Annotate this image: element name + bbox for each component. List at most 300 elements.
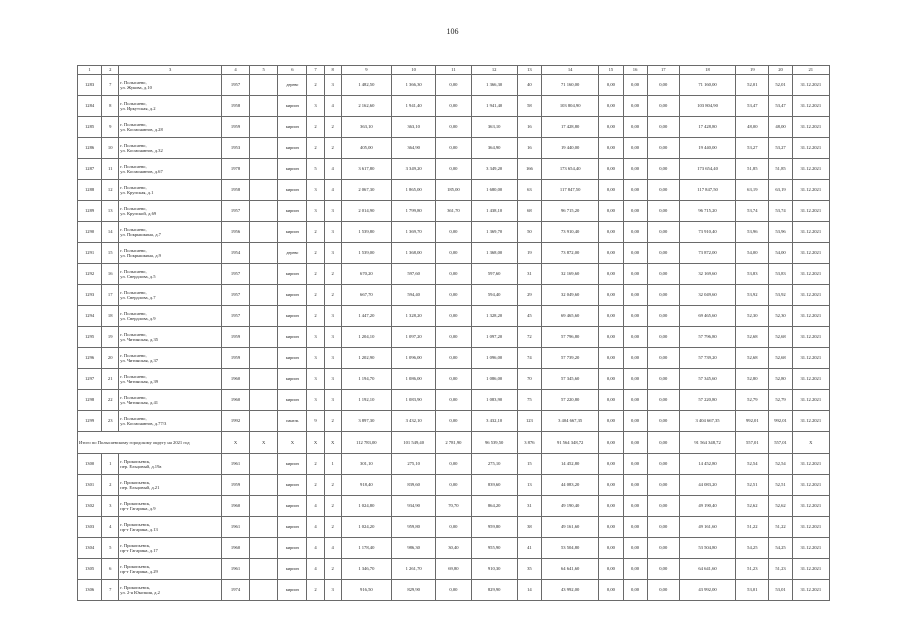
private-area: 0,00 xyxy=(436,117,471,138)
living-area: 839,60 xyxy=(392,475,436,496)
total-area: 1 194,70 xyxy=(341,369,391,390)
total-c16: 0,00 xyxy=(623,432,647,454)
build-year: 1958 xyxy=(221,96,249,117)
plan-date: 31.12.2021 xyxy=(792,159,829,180)
cost-per-sqm: 54,25 xyxy=(736,538,769,559)
floors: 4 xyxy=(307,538,324,559)
estimated-cost: 69 465,60 xyxy=(541,306,598,327)
cost-per-sqm: 52,54 xyxy=(736,454,769,475)
residents: 38 xyxy=(517,517,541,538)
entrances: 2 xyxy=(324,517,341,538)
item-number: 2 xyxy=(102,475,119,496)
cost-per-sqm: 992,01 xyxy=(736,411,769,432)
address-city: г. Полысаево, xyxy=(120,226,147,232)
total-c19: 557,01 xyxy=(736,432,769,454)
floors: 2 xyxy=(307,138,324,159)
entrances: 3 xyxy=(324,201,341,222)
total-a_mun: 96 539,50 xyxy=(471,432,517,454)
col5 xyxy=(250,222,278,243)
max-cost-per-sqm: 54,25 xyxy=(769,538,792,559)
col5 xyxy=(250,411,278,432)
address-city: г. Полысаево, xyxy=(120,289,147,295)
address-city: г. Полысаево, xyxy=(120,184,147,190)
table-row xyxy=(78,180,830,201)
col15: 0,00 xyxy=(599,96,623,117)
address-city: г. Полысаево, xyxy=(120,394,147,400)
total-cost: 17 428,80 xyxy=(679,117,735,138)
floors: 2 xyxy=(307,264,324,285)
cost-per-sqm: 48,00 xyxy=(736,117,769,138)
floors: 2 xyxy=(307,222,324,243)
max-cost-per-sqm: 51,22 xyxy=(769,517,792,538)
address-city: г. Полысаево, xyxy=(120,100,147,106)
residents: 75 xyxy=(517,390,541,411)
address-street: ул. Космонавтов, д.32 xyxy=(120,148,163,153)
address-street: пр-т Гагарина, д.9 xyxy=(120,506,156,511)
table-row xyxy=(78,117,830,138)
cost-per-sqm: 53,74 xyxy=(736,201,769,222)
private-area: 0,00 xyxy=(436,222,471,243)
col15: 0,00 xyxy=(599,475,623,496)
living-area: 597,60 xyxy=(392,264,436,285)
address-city: г. Прокопьевск, xyxy=(120,500,151,506)
total-area: 1 192,10 xyxy=(341,390,391,411)
total-area: 1 539,80 xyxy=(341,222,391,243)
living-area: 1 086,00 xyxy=(392,369,436,390)
address-city: г. Полысаево, xyxy=(120,79,147,85)
page-number: 106 xyxy=(446,27,459,36)
max-cost-per-sqm: 54,00 xyxy=(769,243,792,264)
col15: 0,00 xyxy=(599,369,623,390)
col16: 0,00 xyxy=(623,369,647,390)
col17: 0,00 xyxy=(647,327,679,348)
max-cost-per-sqm: 53,27 xyxy=(769,138,792,159)
municipal-area: 1 366,30 xyxy=(471,75,517,96)
col17: 0,00 xyxy=(647,159,679,180)
col17: 0,00 xyxy=(647,306,679,327)
address xyxy=(119,243,222,264)
address-street: пр-т Гагарина, д.13 xyxy=(120,527,158,532)
col16: 0,00 xyxy=(623,454,647,475)
entrances: 2 xyxy=(324,138,341,159)
total-cost: 32 169,60 xyxy=(679,264,735,285)
wall-material: панель xyxy=(278,411,307,432)
max-cost-per-sqm: 52,68 xyxy=(769,327,792,348)
col5 xyxy=(250,517,278,538)
total-cost: 3 404 667,35 xyxy=(679,411,735,432)
total-a_total: 101 549,40 xyxy=(392,432,436,454)
total-c6: X xyxy=(278,432,307,454)
residents: 58 xyxy=(517,96,541,117)
cost-per-sqm: 53,01 xyxy=(736,580,769,601)
residents: 35 xyxy=(517,559,541,580)
total-area: 3 617,80 xyxy=(341,159,391,180)
plan-date: 31.12.2021 xyxy=(792,475,829,496)
col16: 0,00 xyxy=(623,117,647,138)
item-number: 5 xyxy=(102,538,119,559)
cost-per-sqm: 52,30 xyxy=(736,306,769,327)
column-number-row xyxy=(78,66,830,75)
col5 xyxy=(250,454,278,475)
estimated-cost: 49 190,40 xyxy=(541,496,598,517)
plan-date: 31.12.2021 xyxy=(792,559,829,580)
table-row xyxy=(78,454,830,475)
living-area: 1 083,90 xyxy=(392,390,436,411)
floors: 5 xyxy=(307,159,324,180)
wall-material: кирпич xyxy=(278,369,307,390)
total-area: 405,00 xyxy=(341,138,391,159)
estimated-cost: 96 715,20 xyxy=(541,201,598,222)
col5 xyxy=(250,348,278,369)
estimated-cost: 57 796,80 xyxy=(541,327,598,348)
col16: 0,00 xyxy=(623,159,647,180)
col16: 0,00 xyxy=(623,222,647,243)
build-year: 1961 xyxy=(221,559,249,580)
col17: 0,00 xyxy=(647,180,679,201)
col5 xyxy=(250,180,278,201)
entrances: 2 xyxy=(324,411,341,432)
private-area: 0,00 xyxy=(436,75,471,96)
address xyxy=(119,580,222,601)
address-city: г. Полысаево, xyxy=(120,352,147,358)
living-area: 1 261,70 xyxy=(392,559,436,580)
col16: 0,00 xyxy=(623,96,647,117)
build-year: 1978 xyxy=(221,159,249,180)
floors: 2 xyxy=(307,306,324,327)
max-cost-per-sqm: 52,51 xyxy=(769,475,792,496)
total-area: 1 539,00 xyxy=(341,243,391,264)
column-number-13: 13 xyxy=(517,66,541,75)
municipal-area: 1 086,00 xyxy=(471,369,517,390)
col17: 0,00 xyxy=(647,96,679,117)
col15: 0,00 xyxy=(599,559,623,580)
living-area: 364,90 xyxy=(392,138,436,159)
address xyxy=(119,327,222,348)
residents: 41 xyxy=(517,538,541,559)
build-year: 1957 xyxy=(221,285,249,306)
total-c15: 0,00 xyxy=(599,432,623,454)
private-area: 0,00 xyxy=(436,517,471,538)
wall-material: кирпич xyxy=(278,138,307,159)
table-row xyxy=(78,348,830,369)
row-number: 1290 xyxy=(78,222,102,243)
address xyxy=(119,517,222,538)
total-cost: 173 654,40 xyxy=(679,159,735,180)
address-street: пер. Ельцовый, д.21 xyxy=(120,485,160,490)
municipal-area: 1 941,40 xyxy=(471,96,517,117)
address xyxy=(119,285,222,306)
wall-material: кирпич xyxy=(278,538,307,559)
col5 xyxy=(250,243,278,264)
cost-per-sqm: 52,01 xyxy=(736,75,769,96)
table-row xyxy=(78,538,830,559)
item-number: 7 xyxy=(102,580,119,601)
estimated-cost: 53 504,80 xyxy=(541,538,598,559)
item-number: 21 xyxy=(102,369,119,390)
col16: 0,00 xyxy=(623,496,647,517)
wall-material: дерево xyxy=(278,243,307,264)
col5 xyxy=(250,201,278,222)
entrances: 2 xyxy=(324,117,341,138)
estimated-cost: 103 804,90 xyxy=(541,96,598,117)
residents: 19 xyxy=(517,243,541,264)
col16: 0,00 xyxy=(623,138,647,159)
col5 xyxy=(250,390,278,411)
address xyxy=(119,538,222,559)
floors: 4 xyxy=(307,496,324,517)
address xyxy=(119,96,222,117)
row-number: 1293 xyxy=(78,285,102,306)
col15: 0,00 xyxy=(599,180,623,201)
col17: 0,00 xyxy=(647,454,679,475)
build-year: 1957 xyxy=(221,201,249,222)
plan-date: 31.12.2021 xyxy=(792,306,829,327)
private-area: 0,00 xyxy=(436,327,471,348)
entrances: 3 xyxy=(324,390,341,411)
municipal-area: 829,90 xyxy=(471,580,517,601)
col5 xyxy=(250,264,278,285)
col16: 0,00 xyxy=(623,306,647,327)
estimated-cost: 32 169,60 xyxy=(541,264,598,285)
build-year: 1953 xyxy=(221,138,249,159)
address xyxy=(119,138,222,159)
private-area: 185,00 xyxy=(436,180,471,201)
table-row xyxy=(78,496,830,517)
entrances: 3 xyxy=(324,369,341,390)
wall-material: кирпич xyxy=(278,517,307,538)
total-cost: 14 452,80 xyxy=(679,454,735,475)
col17: 0,00 xyxy=(647,138,679,159)
row-number: 1295 xyxy=(78,327,102,348)
total-c18: 91 564 348,72 xyxy=(679,432,735,454)
municipal-area: 1 328,20 xyxy=(471,306,517,327)
residents: 166 xyxy=(517,159,541,180)
total-label: Итого по Полысаевскому городскому округу на 2021 год xyxy=(78,432,222,454)
total-c20: 557,01 xyxy=(769,432,792,454)
col15: 0,00 xyxy=(599,327,623,348)
col16: 0,00 xyxy=(623,327,647,348)
municipal-area: 955,90 xyxy=(471,538,517,559)
cost-per-sqm: 63,19 xyxy=(736,180,769,201)
address-street: ул. Читинская, д.39 xyxy=(120,379,159,384)
item-number: 7 xyxy=(102,75,119,96)
wall-material: кирпич xyxy=(278,348,307,369)
col17: 0,00 xyxy=(647,201,679,222)
item-number: 18 xyxy=(102,306,119,327)
private-area: 70,70 xyxy=(436,496,471,517)
private-area: 0,00 xyxy=(436,285,471,306)
table-row xyxy=(78,475,830,496)
address-city: г. Полысаево, xyxy=(120,415,147,421)
item-number: 12 xyxy=(102,180,119,201)
address-city: г. Полысаево, xyxy=(120,268,147,274)
municipal-area: 910,30 xyxy=(471,559,517,580)
column-number-17: 17 xyxy=(647,66,679,75)
row-number: 1305 xyxy=(78,559,102,580)
max-cost-per-sqm: 53,92 xyxy=(769,285,792,306)
address-street: ул. Свердлова, д.5 xyxy=(120,274,156,279)
col16: 0,00 xyxy=(623,580,647,601)
estimated-cost: 17 428,80 xyxy=(541,117,598,138)
col17: 0,00 xyxy=(647,411,679,432)
total-cost: 49 190,40 xyxy=(679,496,735,517)
estimated-cost: 19 440,00 xyxy=(541,138,598,159)
wall-material: кирпич xyxy=(278,390,307,411)
cost-per-sqm: 53,27 xyxy=(736,138,769,159)
residents: 31 xyxy=(517,264,541,285)
row-number: 1301 xyxy=(78,475,102,496)
table-row xyxy=(78,75,830,96)
col15: 0,00 xyxy=(599,285,623,306)
total-cost: 43 992,00 xyxy=(679,580,735,601)
total-cost: 57 739,20 xyxy=(679,348,735,369)
table-row xyxy=(78,243,830,264)
item-number: 20 xyxy=(102,348,119,369)
row-number: 1298 xyxy=(78,390,102,411)
plan-date: 31.12.2021 xyxy=(792,243,829,264)
wall-material: кирпич xyxy=(278,159,307,180)
column-number-2: 2 xyxy=(102,66,119,75)
private-area: 0,00 xyxy=(436,580,471,601)
plan-date: 31.12.2021 xyxy=(792,327,829,348)
plan-date: 31.12.2021 xyxy=(792,390,829,411)
entrances: 3 xyxy=(324,75,341,96)
address-street: ул. Иркутская, д.2 xyxy=(120,106,156,111)
address xyxy=(119,454,222,475)
column-number-11: 11 xyxy=(436,66,471,75)
col5 xyxy=(250,96,278,117)
residents: 63 xyxy=(517,180,541,201)
table-row xyxy=(78,411,830,432)
residents: 68 xyxy=(517,201,541,222)
total-cost: 57 220,80 xyxy=(679,390,735,411)
col17: 0,00 xyxy=(647,580,679,601)
col15: 0,00 xyxy=(599,201,623,222)
entrances: 2 xyxy=(324,496,341,517)
col16: 0,00 xyxy=(623,559,647,580)
item-number: 22 xyxy=(102,390,119,411)
build-year: 1956 xyxy=(221,222,249,243)
floors: 3 xyxy=(307,348,324,369)
column-number-15: 15 xyxy=(599,66,623,75)
floors: 2 xyxy=(307,117,324,138)
column-number-5: 5 xyxy=(250,66,278,75)
total-res: 3 876 xyxy=(517,432,541,454)
table-row xyxy=(78,580,830,601)
residents: 40 xyxy=(517,75,541,96)
address-city: г. Прокопьевск, xyxy=(120,542,151,548)
column-number-7: 7 xyxy=(307,66,324,75)
table-row xyxy=(78,159,830,180)
total-area: 3 897,30 xyxy=(341,411,391,432)
column-number-6: 6 xyxy=(278,66,307,75)
cost-per-sqm: 54,00 xyxy=(736,243,769,264)
address-street: ул. Читинская, д.37 xyxy=(120,358,159,363)
municipal-area: 3 349,20 xyxy=(471,159,517,180)
wall-material: кирпич xyxy=(278,559,307,580)
address-street: ул. Покрышкина, д.7 xyxy=(120,232,161,237)
col17: 0,00 xyxy=(647,496,679,517)
row-number: 1304 xyxy=(78,538,102,559)
living-area: 1 097,20 xyxy=(392,327,436,348)
total-cost: 64 641,60 xyxy=(679,559,735,580)
col5 xyxy=(250,75,278,96)
cost-per-sqm: 52,79 xyxy=(736,390,769,411)
living-area: 1 366,30 xyxy=(392,75,436,96)
col16: 0,00 xyxy=(623,538,647,559)
floors: 4 xyxy=(307,559,324,580)
col15: 0,00 xyxy=(599,264,623,285)
item-number: 15 xyxy=(102,243,119,264)
total-area: 1 346,70 xyxy=(341,559,391,580)
address-street: ул. Покрышкина, д.9 xyxy=(120,253,161,258)
residents: 14 xyxy=(517,580,541,601)
total-area: 918,40 xyxy=(341,475,391,496)
wall-material: кирпич xyxy=(278,180,307,201)
address-street: ул. Читинская, д.35 xyxy=(120,337,159,342)
municipal-area: 959,80 xyxy=(471,517,517,538)
item-number: 11 xyxy=(102,159,119,180)
item-number: 10 xyxy=(102,138,119,159)
col5 xyxy=(250,369,278,390)
row-number: 1289 xyxy=(78,201,102,222)
floors: 2 xyxy=(307,285,324,306)
address xyxy=(119,475,222,496)
col15: 0,00 xyxy=(599,138,623,159)
col17: 0,00 xyxy=(647,222,679,243)
total-area: 2 067,30 xyxy=(341,180,391,201)
address-street: ул. Космонавтов, д.28 xyxy=(120,127,163,132)
build-year: 1957 xyxy=(221,306,249,327)
total-area: 916,50 xyxy=(341,580,391,601)
item-number: 17 xyxy=(102,285,119,306)
item-number: 16 xyxy=(102,264,119,285)
cost-per-sqm: 52,51 xyxy=(736,475,769,496)
private-area: 0,00 xyxy=(436,96,471,117)
column-number-3: 3 xyxy=(119,66,222,75)
plan-date: 31.12.2021 xyxy=(792,138,829,159)
address xyxy=(119,496,222,517)
floors: 3 xyxy=(307,201,324,222)
address-street: пр-т Гагарина, д.29 xyxy=(120,569,158,574)
address-street: ул. Космонавтов, д.67 xyxy=(120,169,163,174)
address-city: г. Прокопьевск, xyxy=(120,563,151,569)
entrances: 4 xyxy=(324,538,341,559)
entrances: 1 xyxy=(324,454,341,475)
col15: 0,00 xyxy=(599,159,623,180)
address-street: ул. Крупской, д.69 xyxy=(120,211,157,216)
col17: 0,00 xyxy=(647,348,679,369)
total-row xyxy=(78,432,830,454)
col17: 0,00 xyxy=(647,369,679,390)
max-cost-per-sqm: 51,23 xyxy=(769,559,792,580)
municipal-area: 1 083,90 xyxy=(471,390,517,411)
address-street: пр-т Гагарина, д.17 xyxy=(120,548,158,553)
address-street: ул. Свердлова, д.7 xyxy=(120,295,156,300)
col16: 0,00 xyxy=(623,243,647,264)
col17: 0,00 xyxy=(647,75,679,96)
total-cost: 44 083,20 xyxy=(679,475,735,496)
row-number: 1302 xyxy=(78,496,102,517)
column-number-20: 20 xyxy=(769,66,792,75)
floors: 3 xyxy=(307,96,324,117)
wall-material: кирпич xyxy=(278,117,307,138)
column-number-14: 14 xyxy=(541,66,598,75)
entrances: 2 xyxy=(324,475,341,496)
table-row xyxy=(78,285,830,306)
build-year: 1959 xyxy=(221,348,249,369)
table-row xyxy=(78,264,830,285)
